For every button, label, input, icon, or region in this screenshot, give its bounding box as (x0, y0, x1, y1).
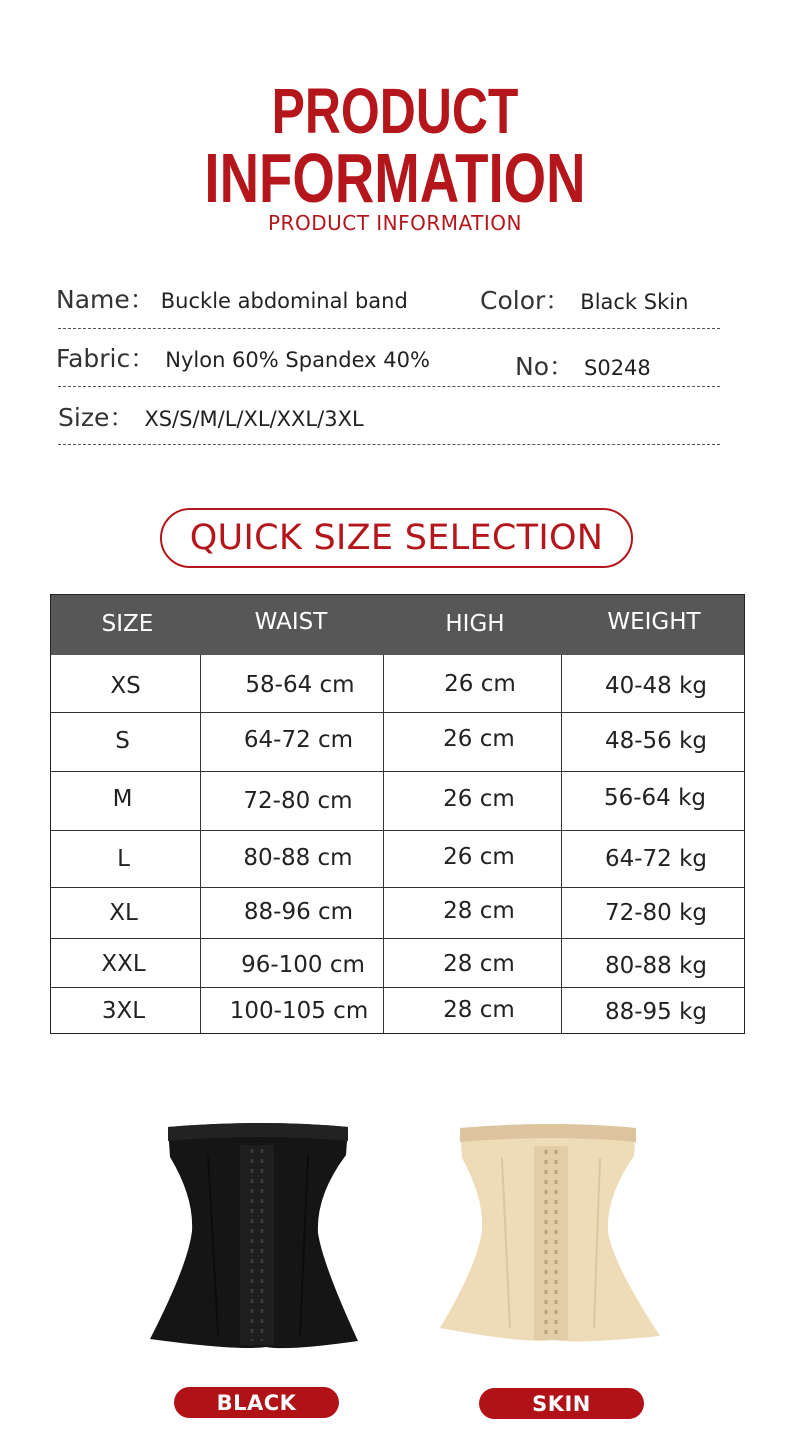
cell-waist: 88-96 cm (243, 899, 354, 925)
no-value: S0248 (584, 356, 651, 380)
cell-waist: 58-64 cm (245, 672, 355, 698)
column-header-high: HIGH (445, 611, 505, 637)
cell-size: M (112, 786, 133, 812)
row-divider (51, 887, 744, 888)
cell-high: 28 cm (443, 898, 515, 924)
divider (58, 444, 720, 445)
cell-weight: 72-80 kg (604, 900, 708, 926)
no-label: No： (515, 352, 574, 381)
cell-high: 26 cm (443, 786, 515, 812)
cell-size: XXL (101, 951, 146, 977)
row-divider (51, 771, 744, 772)
fabric-value: Nylon 60% Spandex 40% (165, 348, 430, 372)
skin-waist-trainer-image (438, 1118, 668, 1348)
size-value: XS/S/M/L/XL/XXL/3XL (144, 407, 364, 431)
title-line-1: PRODUCT (271, 75, 519, 147)
cell-waist: 80-88 cm (243, 845, 353, 871)
cell-high: 28 cm (443, 997, 515, 1023)
name-label: Name： (56, 285, 155, 314)
cell-waist: 100-105 cm (229, 998, 369, 1024)
cell-size: 3XL (101, 998, 146, 1024)
quick-size-selection-heading: QUICK SIZE SELECTION (160, 508, 633, 568)
cell-waist: 72-80 cm (243, 788, 353, 814)
fabric-field (56, 339, 430, 375)
no-field (515, 347, 651, 383)
row-divider (51, 938, 744, 939)
cell-high: 28 cm (443, 951, 515, 977)
cell-size: XL (109, 900, 138, 926)
subtitle: PRODUCT INFORMATION (268, 211, 522, 235)
name-field (56, 280, 408, 316)
cell-weight: 80-88 kg (604, 953, 708, 979)
cell-weight: 64-72 kg (604, 846, 708, 872)
cell-weight: 88-95 kg (604, 999, 708, 1025)
divider (58, 328, 720, 329)
title-line-2: INFORMATION (204, 139, 586, 217)
black-color-tag: BLACK (174, 1387, 339, 1418)
name-value: Buckle abdominal band (160, 289, 408, 313)
skin-color-tag: SKIN (479, 1388, 644, 1419)
row-divider (51, 830, 744, 831)
cell-weight: 40-48 kg (604, 673, 708, 699)
row-divider (51, 712, 744, 713)
column-header-weight: WEIGHT (607, 609, 701, 635)
column-header-waist: WAIST (254, 609, 328, 635)
color-value: Black Skin (580, 290, 689, 314)
black-waist-trainer-image (148, 1115, 378, 1355)
size-label: Size： (58, 403, 135, 432)
cell-size: L (117, 846, 130, 872)
row-divider (51, 987, 744, 988)
size-table (50, 594, 745, 1034)
divider (58, 386, 720, 387)
cell-high: 26 cm (443, 726, 515, 752)
cell-waist: 64-72 cm (243, 727, 354, 753)
cell-weight: 56-64 kg (603, 785, 707, 811)
fabric-label: Fabric： (56, 344, 156, 373)
cell-weight: 48-56 kg (604, 728, 708, 754)
cell-waist: 96-100 cm (241, 952, 365, 978)
cell-high: 26 cm (444, 671, 516, 697)
size-field (58, 398, 364, 434)
cell-size: S (115, 728, 130, 754)
table-header (51, 595, 744, 655)
cell-size: XS (110, 673, 141, 699)
column-header-size: SIZE (101, 611, 154, 637)
cell-high: 26 cm (443, 844, 515, 870)
color-label: Color： (480, 286, 571, 315)
color-field (480, 281, 688, 317)
